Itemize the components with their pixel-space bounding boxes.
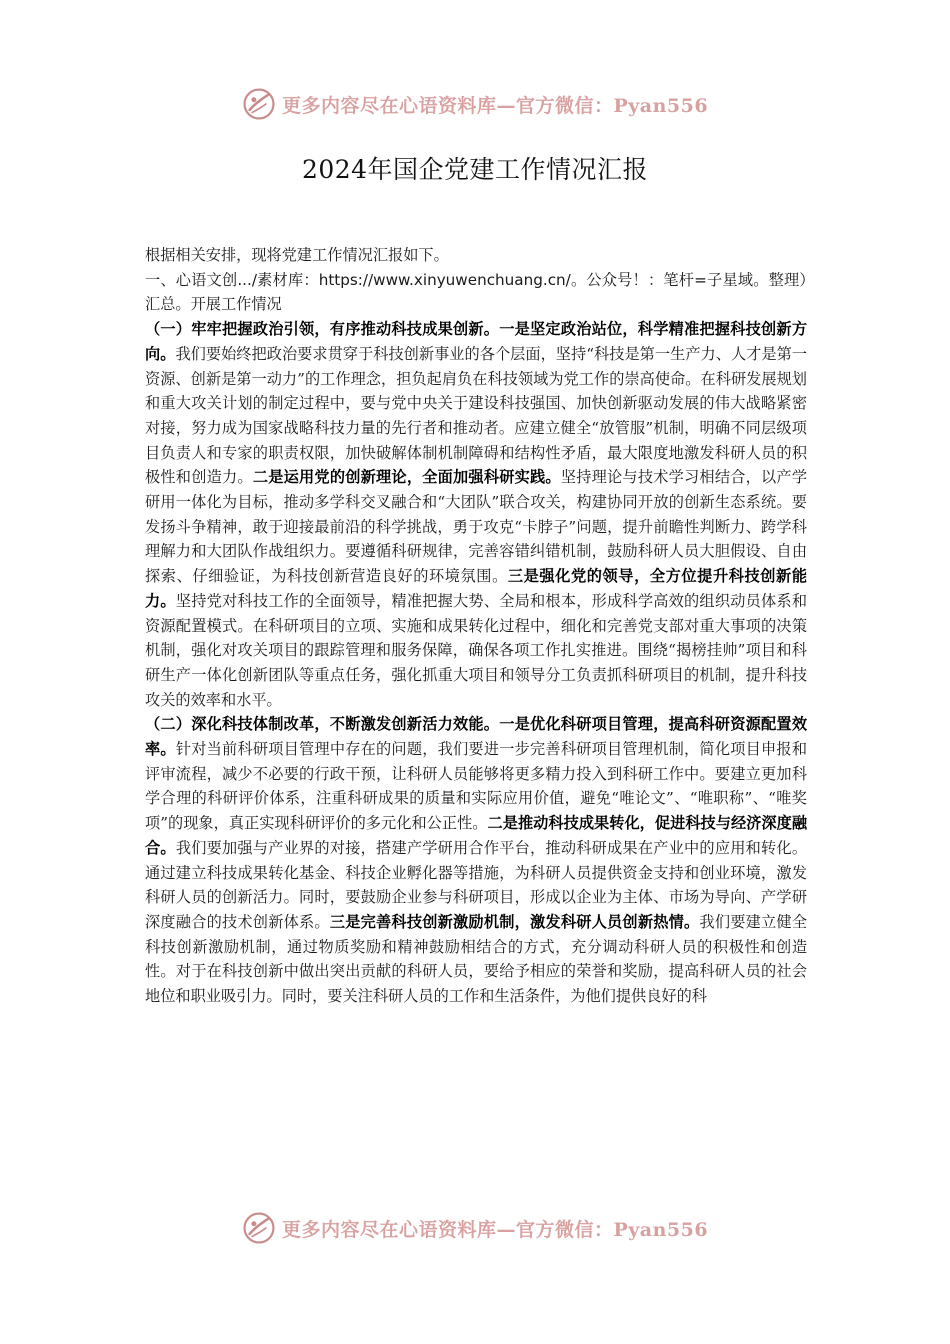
paragraph-two-bold-3: 三是完善科技创新激励机制，激发科研人员创新热情。 <box>329 912 700 931</box>
paragraph-one-text-3: 坚持党对科技工作的全面领导，精准把握大势、全局和根本，形成科学高效的组织动员体系和资源配置模式。在科研项目的立项、实施和成果转化过程中，细化和完善党支部对重大事项的决策机制，强化对攻关项目的跟踪管理和服务保障，确保各项工作扎实推进。围绕“揭榜挂帅”项目和科研生产一体化创新团队等重点任务，强化抓重大项目和领导分工负责抓科研项目的机制，提升科技攻关的效率和水平。 <box>145 591 808 709</box>
paragraph-two-text-2: 我们要加强与产业界的对接，搭建产学研用合作平台，推动科研成果在产业中的应用和转化。通过建立科技成果转化基金、科技企业孵化器等措施，为科研人员提供资金支持和创业环境，激发科研人员的创新活力。同时，要鼓励企业参与科研项目，形成以企业为主体、市场为导向、产学研深度融合的技术创新体系。 <box>145 838 808 931</box>
section-heading: 一、心语文创.../素材库：https://www.xinyuwenchuang.cn/。公众号！：笔杆=子星域。整理）汇总。开展工作情况 <box>145 270 807 314</box>
paragraph-one-text-2: 坚持理论与技术学习相结合，以产学研用一体化为目标，推动多学科交叉融合和“大团队”联合攻关，构建协同开放的创新生态系统。要发扬斗争精神，敢于迎接最前沿的科学挑战，勇于攻克“卡脖子”问题，提升前瞻性判断力、跨学科理解力和大团队作战组织力。要遵循科研规律，完善容错纠错机制，鼓励科研人员大胆假设、自由探索、仔细验证，为科技创新营造良好的环境氛围。 <box>145 468 808 586</box>
paragraph-one-text-1: 我们要始终把政治要求贯穿于科技创新事业的各个层面，坚持“科技是第一生产力、人才是第一资源、创新是第一动力”的工作理念，担负起肩负在科技领域为党工作的崇高使命。在科研发展规划和重大攻关计划的制定过程中，要与党中央关于建设科技强国、加快创新驱动发展的伟大战略紧密对接，努力成为国家战略科技力量的先行者和推动者。应建立健全“放管服”机制，明确不同层级项目负责人和专家的职责权限，加快破解体制机制障碍和结构性矛盾，最大限度地激发科研人员的积极性和创造力。 <box>145 344 808 487</box>
paragraph-two <box>145 712 807 1008</box>
document-title: 2024年国企党建工作情况汇报 <box>301 155 649 184</box>
intro-paragraph: 根据相关安排，现将党建工作情况汇报如下。 <box>145 246 449 264</box>
header-banner <box>0 84 950 124</box>
paragraph-one-bold-2: 二是运用党的创新理论，全面加强科研实践。 <box>252 468 561 487</box>
paragraph-two-text-1: 针对当前科研项目管理中存在的问题，我们要进一步完善科研项目管理机制，简化项目申报和评审流程，减少不必要的行政干预，让科研人员能够将更多精力投入到科研工作中。要建立更加科学合理的科研评价体系，注重科研成果的质量和实际应用价值，避免“唯论文”、“唯职称”、“唯奖项”的现象，真正实现科研评价的多元化和公正性。 <box>145 740 808 833</box>
paragraph-one-lead: （一）牢牢把握政治引领，有序推动科技成果创新。一是坚定政治站位，科学精准把握科技创新方向。 <box>145 320 807 363</box>
paragraph-two-bold-2: 二是推动科技成果转化，促进科技与经济深度融合。 <box>145 814 808 857</box>
banner-text: 更多内容尽在心语资料库—官方微信：Pyan556 <box>281 1218 709 1241</box>
writing-hand-logo-icon <box>242 1211 276 1245</box>
writing-hand-logo-icon <box>242 87 276 121</box>
paragraph-one <box>145 317 807 712</box>
paragraph-two-text-3: 我们要建立健全科技创新激励机制，通过物质奖励和精神鼓励相结合的方式，充分调动科研人员的积极性和创造性。对于在科技创新中做出突出贡献的科研人员，要给予相应的荣誉和奖励，提高科研人员的社会地位和职业吸引力。同时，要关注科研人员的工作和生活条件，为他们提供良好的科 <box>145 912 808 1006</box>
document-body <box>145 243 807 1009</box>
paragraph-two-lead: （二）深化科技体制改革，不断激发创新活力效能。一是优化科研项目管理，提高科研资源配置效率。 <box>145 715 807 759</box>
banner-text: 更多内容尽在心语资料库—官方微信：Pyan556 <box>281 94 709 117</box>
footer-banner <box>0 1208 950 1248</box>
paragraph-one-bold-3: 三是强化党的领导，全方位提升科技创新能力。 <box>145 567 808 610</box>
